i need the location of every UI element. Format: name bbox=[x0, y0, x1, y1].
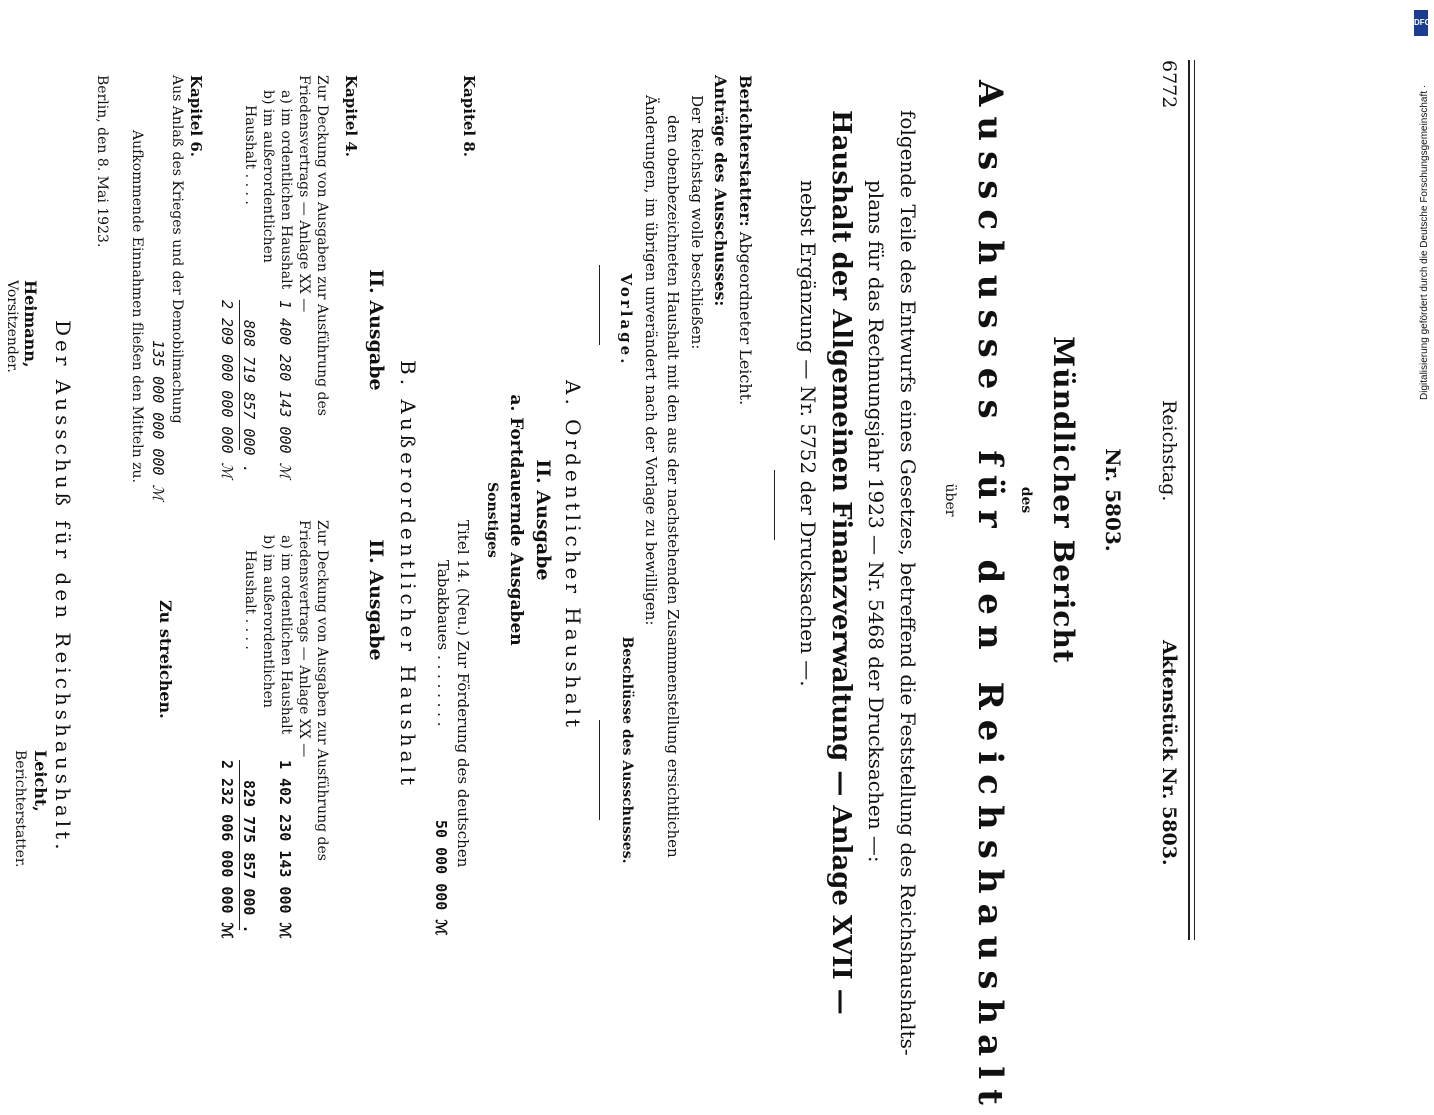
dfg-logo-icon: DFG bbox=[1414, 10, 1428, 36]
titel-14-line2: Tabakbaues . . . . . . . . bbox=[434, 560, 452, 727]
left-k4-line4: b) im außerordentlichen bbox=[260, 90, 276, 263]
section-a-fortdauernde: a. Fortdauernde Ausgaben bbox=[506, 394, 526, 646]
section-b-ausgabe-left: II. Ausgabe bbox=[365, 269, 387, 391]
column-header-vorlage: Vorlage. bbox=[617, 273, 635, 367]
title-separator bbox=[774, 470, 775, 540]
k6-amount: 135 000 000 000 ℳ bbox=[149, 340, 167, 501]
header-double-rule bbox=[1188, 60, 1195, 940]
motions-heading: Anträge des Ausschusses: bbox=[711, 75, 730, 307]
rapporteur-label: Berichterstatter: bbox=[736, 75, 755, 227]
dfg-funding-notice bbox=[1406, 10, 1432, 400]
right-k4-amount-b: 829 775 857 000 . bbox=[240, 780, 258, 934]
title-des: des bbox=[1018, 486, 1034, 514]
right-k4-sum-rule bbox=[239, 760, 240, 930]
left-k4-line5: Haushalt . . . . bbox=[242, 105, 258, 205]
left-k4-total: 2 209 000 000 000 ℳ bbox=[218, 300, 236, 479]
reporter-role: Berichterstatter. bbox=[12, 750, 28, 868]
title-ueber: über bbox=[942, 483, 958, 517]
right-k4-line3: a) im ordentlichen Haushalt bbox=[278, 535, 294, 735]
intro-line3: Haushalt der Allgemeinen Finanzverwaltung — Anlage XVII — bbox=[826, 110, 856, 1015]
section-a-ausgabe: II. Ausgabe bbox=[532, 459, 554, 581]
kapitel-6-label: Kapitel 6. bbox=[187, 75, 205, 157]
right-k4-line2: Friedensvertrags — Anlage XX — bbox=[296, 520, 312, 758]
titel-14-amount: 50 000 000 ℳ bbox=[432, 820, 450, 936]
left-k4-amount-b: 808 719 857 000 . bbox=[240, 320, 258, 474]
title-line2: Ausschusses für den Reichshaushalt bbox=[970, 80, 1010, 1115]
intro-line1: folgende Teile des Entwurfs eines Gesetzes, betreffend die Feststellung des Reichshaushalts- bbox=[896, 110, 920, 1056]
page-number: 6772 bbox=[1158, 60, 1180, 109]
right-k4-amount-a: 1 402 230 143 000 ℳ bbox=[276, 760, 294, 939]
left-k4-amount-a: 1 400 280 143 000 ℳ bbox=[276, 300, 294, 479]
k6-strike-note: Zu streichen. bbox=[156, 600, 175, 719]
motion-line2: den obenbezeichneten Haushalt mit den aus der nachstehenden Zusammenstellung ersichtlichen bbox=[664, 115, 682, 858]
section-a-title: A. Ordentlicher Haushalt bbox=[561, 380, 585, 732]
column-header-beschluesse: Beschlüsse des Ausschusses. bbox=[619, 636, 635, 864]
intro-line4: nebst Ergänzung — Nr. 5752 der Drucksachen —. bbox=[796, 180, 820, 687]
right-k4-line5: Haushalt . . . . bbox=[242, 550, 258, 650]
document-number: Nr. 5803. bbox=[1101, 448, 1125, 552]
motion-line1: Der Reichstag wolle beschließen: bbox=[688, 95, 706, 350]
left-k4-line2: Friedensvertrags — Anlage XX — bbox=[296, 75, 312, 313]
beschluesse-underline bbox=[599, 720, 600, 820]
right-k4-total: 2 232 006 000 000 ℳ bbox=[218, 760, 236, 939]
titel-14-line1: Titel 14. (Neu.) Zur Förderung des deutschen bbox=[454, 520, 472, 868]
motion-line3: Änderungen, im übrigen unverändert nach der Vorlage zu bewilligen: bbox=[642, 95, 660, 626]
rapporteur-line bbox=[736, 75, 755, 405]
kapitel-8-label: Kapitel 8. bbox=[460, 75, 478, 157]
section-a-sonstiges: Sonstiges bbox=[484, 482, 500, 558]
right-k4-line4: b) im außerordentlichen bbox=[260, 535, 276, 708]
title-line1: Mündlicher Bericht bbox=[1047, 336, 1080, 664]
k6-line1: Aus Anlaß des Krieges und der Demobilmachung bbox=[169, 75, 185, 424]
closing-date: Berlin, den 8. Mai 1923. bbox=[94, 75, 110, 248]
rapporteur-name: Abgeordneter Leicht. bbox=[736, 231, 755, 406]
chair-role: Vorsitzender. bbox=[4, 280, 20, 373]
dfg-text: Digitalisierung gefördert durch die Deutsche Forschungsgemeinschaft · bbox=[1419, 84, 1430, 400]
vorlage-underline bbox=[599, 265, 600, 345]
left-k4-sum-rule bbox=[239, 300, 240, 450]
section-b-ausgabe-right: II. Ausgabe bbox=[365, 539, 387, 661]
reporter-name: Leicht, bbox=[31, 750, 50, 812]
closing-committee: Der Ausschuß für den Reichshaushalt. bbox=[51, 320, 75, 854]
kapitel-4-label: Kapitel 4. bbox=[342, 75, 360, 157]
header-right: Aktenstück Nr. 5803. bbox=[1158, 640, 1180, 866]
right-k4-line1: Zur Deckung von Ausgaben zur Ausführung des bbox=[314, 520, 330, 861]
section-b-title: B. Außerordentlicher Haushalt bbox=[396, 360, 420, 790]
left-k4-line3: a) im ordentlichen Haushalt bbox=[278, 90, 294, 290]
k6-line2: Aufkommende Einnahmen fließen den Mitteln zu. bbox=[129, 130, 145, 483]
header-left: Reichstag. bbox=[1158, 400, 1180, 502]
intro-line2: plans für das Rechnungsjahr 1923 — Nr. 5468 der Drucksachen —: bbox=[864, 180, 888, 863]
chair-name: Heimann, bbox=[21, 280, 40, 368]
left-k4-line1: Zur Deckung von Ausgaben zur Ausführung des bbox=[314, 75, 330, 416]
